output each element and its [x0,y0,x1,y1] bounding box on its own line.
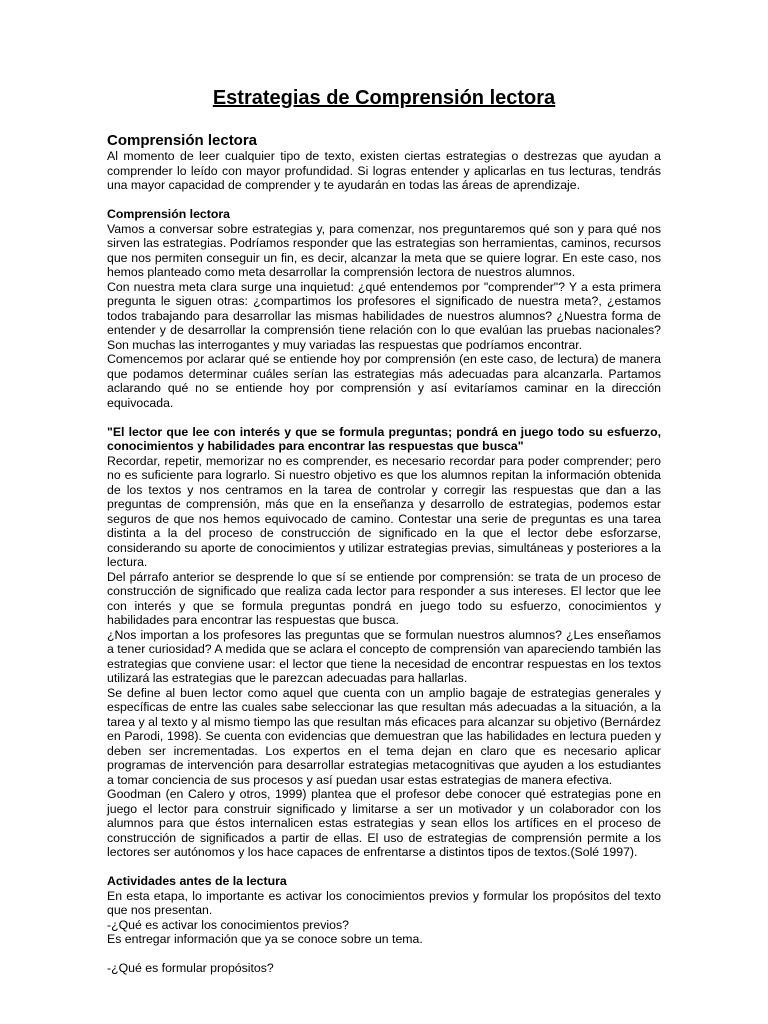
paragraph: Recordar, repetir, memorizar no es comprender, es necesario recordar para poder comprender; pero no es suficiente para lograrlo. Si nuestro objetivo es que los alumnos repitan la información obtenida de los textos y nos centramos en la tarea de controlar y corregir las respuestas que dan a las preguntas de comprensión, más que en la enseñanza y desarrollo de estrategias, podemos estar seguros de que nos hemos equivocado de camino. Contestar una serie de preguntas es una tarea distinta a la del proceso de construcción de significado en la que el lector debe esforzarse, considerando su aporte de conocimientos y utilizar estrategias previas, simultáneas y posteriores a la lectura. [107,453,661,569]
quote-paragraph: "El lector que lee con interés y que se formula preguntas; pondrá en juego todo su esfuerzo, conocimientos y habilidades para encontrar las respuestas que busca" [107,424,661,453]
paragraph: En esta etapa, lo importante es activar los conocimientos previos y formular los propósitos del texto que nos presentan. [107,888,661,917]
section-heading-comprension: Comprensión lectora [107,132,258,149]
section-heading-comprension-2: Comprensión lectora [107,207,230,221]
paragraph: Comencemos por aclarar qué se entiende hoy por comprensión (en este caso, de lectura) de manera que podamos determinar cuáles serían las estrategias más adecuadas para alcanzarla. Partamos aclarando qué no se entiende hoy por comprensión y así evitaríamos caminar en la dirección equivocada. [107,352,661,410]
paragraph: Del párrafo anterior se desprende lo que sí se entiende por comprensión: se trata de un proceso de construcción de significado que realiza cada lector para responder a sus intereses. El lector que lee con interés y que se formula preguntas pondrá en juego todo su esfuerzo, conocimientos y habilidades para encontrar las respuestas que busca. [107,569,661,627]
paragraph: Goodman (en Calero y otros, 1999) plantea que el profesor debe conocer qué estrategias pone en juego el lector para construir significado y limitarse a ser un motivador y un colaborador con los alumnos para que éstos internalicen estas estrategias y sean ellos los artífices en el proceso de construcción de significados a partir de ellas. El uso de estrategias de comprensión permite a los lectores ser autónomos y los hace capaces de enfrentarse a distintos tipos de textos.(Solé 1997). [107,787,661,859]
spacer [107,193,661,208]
spacer [107,860,661,875]
paragraph: Con nuestra meta clara surge una inquietud: ¿qué entendemos por "comprender"? Y a esta primera pregunta le siguen otras: ¿compartimos los profesores el significado de nuestra meta?, ¿estamos todos trabajando para desarrollar las mismas habilidades de nuestros alumnos? ¿Nuestra forma de entender y de desarrollar la comprensión tiene relación con lo que evalúan las pruebas nacionales? Son muchas las interrogantes y muy variadas las respuestas que podríamos encontrar. [107,279,661,352]
paragraph: Vamos a conversar sobre estrategias y, para comenzar, nos preguntaremos qué son y para qué nos sirven las estrategias. Podríamos responder que las estrategias son herramientas, caminos, recursos que nos permiten conseguir un fin, es decir, alcanzar la meta que se quiere lograr. En este caso, nos hemos planteado como meta desarrollar la comprensión lectora de nuestros alumnos. [107,221,661,279]
spacer [107,947,661,962]
section-heading-actividades: Actividades antes de la lectura [107,874,287,888]
document-title: Estrategias de Comprensión lectora [212,87,556,109]
paragraph: -¿Qué es formular propósitos? [107,961,274,975]
paragraph: ¿Nos importan a los profesores las preguntas que se formulan nuestros alumnos? ¿Les enseñamos a tener curiosidad? A medida que se aclara el concepto de comprensión van apareciendo también las estrategias que conviene usar: el lector que tiene la necesidad de encontrar respuestas en los textos utilizará las estrategias que le parezcan adecuadas para hallarlas. [107,627,661,685]
paragraph: Se define al buen lector como aquel que cuenta con un amplio bagaje de estrategias generales y específicas de entre las cuales sabe seleccionar las que resultan más adecuadas a la situación, a la tarea y al texto y al mismo tiempo las que resultan más eficaces para alcanzar su objetivo (Bernárdez en Parodi, 1998). Se cuenta con evidencias que demuestran que las habilidades en lectura pueden y deben ser incrementadas. Los expertos en el tema dejan en claro que es necesario aplicar programas de intervención para desarrollar estrategias metacognitivas que ayuden a los estudiantes a tomar conciencia de sus procesos y así puedan usar estas estrategias de manera efectiva. [107,685,661,787]
spacer [107,410,661,425]
paragraph: -¿Qué es activar los conocimientos previos? [107,917,349,932]
paragraph: Es entregar información que ya se conoce sobre un tema. [107,932,423,946]
intro-paragraph: Al momento de leer cualquier tipo de texto, existen ciertas estrategias o destrezas que ayudan a comprender lo leído con mayor profundidad. Si logras entender y aplicarlas en tus lecturas, tendrás una mayor capacidad de comprender y te ayudarán en todas las áreas de aprendizaje. [107,149,661,192]
